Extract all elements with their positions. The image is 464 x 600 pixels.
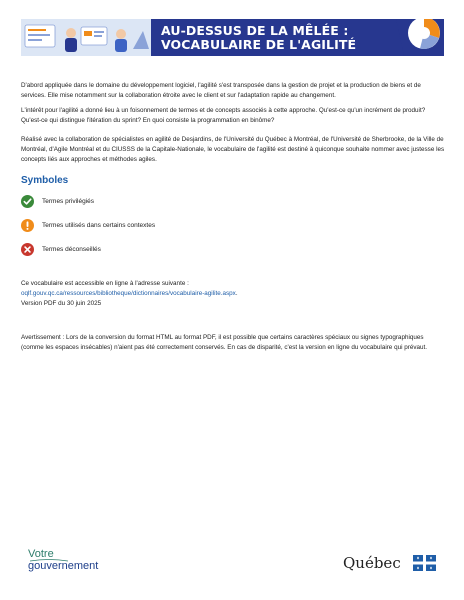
banner-title-line2: VOCABULAIRE DE L'AGILITÉ <box>161 36 357 52</box>
vocabulary-link[interactable]: oqlf.gouv.qc.ca/ressources/bibliotheque/dictionnaires/vocabulaire-agilite.aspx <box>21 290 236 297</box>
access-link-line <box>21 289 445 299</box>
symbol-label-preferred: Termes privilégiés <box>42 197 95 205</box>
header-banner <box>21 19 444 56</box>
exclamation-circle-icon <box>21 219 34 232</box>
quebec-logo <box>343 553 438 575</box>
banner-title <box>161 24 356 51</box>
symbols-heading: Symboles <box>21 175 69 186</box>
pie-chart-illustration <box>384 19 444 56</box>
x-circle-icon <box>21 243 34 256</box>
symbol-label-contextual: Termes utilisés dans certains contextes <box>42 221 156 229</box>
conversion-warning: Avertissement : Lors de la conversion du format HTML au format PDF, il est possible que certains caractères spéciaux ou signes typographiques (comme les espaces insécables) n'aient pas été correctement conservés. En cas de disparité, c'est la version en ligne du vocabulaire qui prévaut. <box>21 334 427 351</box>
check-circle-icon <box>21 195 34 208</box>
quebec-wordmark: Québec <box>343 554 401 572</box>
symbol-row-preferred <box>21 194 94 208</box>
gov-logo-line2: gouvernement <box>28 560 99 572</box>
symbol-label-discouraged: Termes déconseillés <box>42 245 101 253</box>
banner-title-line1: AU-DESSUS DE LA MÊLÉE : <box>161 23 349 38</box>
pdf-version: Version PDF du 30 juin 2025 <box>21 300 102 307</box>
access-info <box>21 279 445 309</box>
symbol-row-contextual <box>21 218 155 232</box>
banner-illustration <box>21 19 151 56</box>
intro-paragraph-3: Réalisé avec la collaboration de spécialistes en agilité de Desjardins, de l'Université du Québec à Montréal, de l'Université de Sherbrooke, de la Ville de Montréal, d'Agile Montréal et du CIUSSS de la Capitale-Nationale, le vocabulaire de l'agilité est destiné à quiconque souhaite nommer avec justesse les concepts liés aux approches et méthodes agiles. <box>21 136 445 163</box>
symbol-row-discouraged <box>21 242 101 256</box>
access-intro: Ce vocabulaire est accessible en ligne à l'adresse suivante : <box>21 280 189 287</box>
access-link-suffix: . <box>235 290 238 297</box>
gov-logo-line1: Votre <box>28 548 54 560</box>
quebec-flag-icon <box>413 555 436 571</box>
intro-paragraph-1: D'abord appliquée dans le domaine du développement logiciel, l'agilité s'est transposée dans la gestion de projet et la production de biens et de services. Elle mise notamment sur la collaboration étroite avec le client et sur l'adaptation rapide au changement. <box>21 82 421 99</box>
votre-gouvernement-logo <box>28 549 128 577</box>
intro-paragraph-2: L'intérêt pour l'agilité a donné lieu à un foisonnement de termes et de concepts associés à cette approche. Qu'est-ce qu'un incrément de produit? Qu'est-ce qui distingue l'itération du sprint? En quoi consiste la programmation en binôme? <box>21 107 426 124</box>
